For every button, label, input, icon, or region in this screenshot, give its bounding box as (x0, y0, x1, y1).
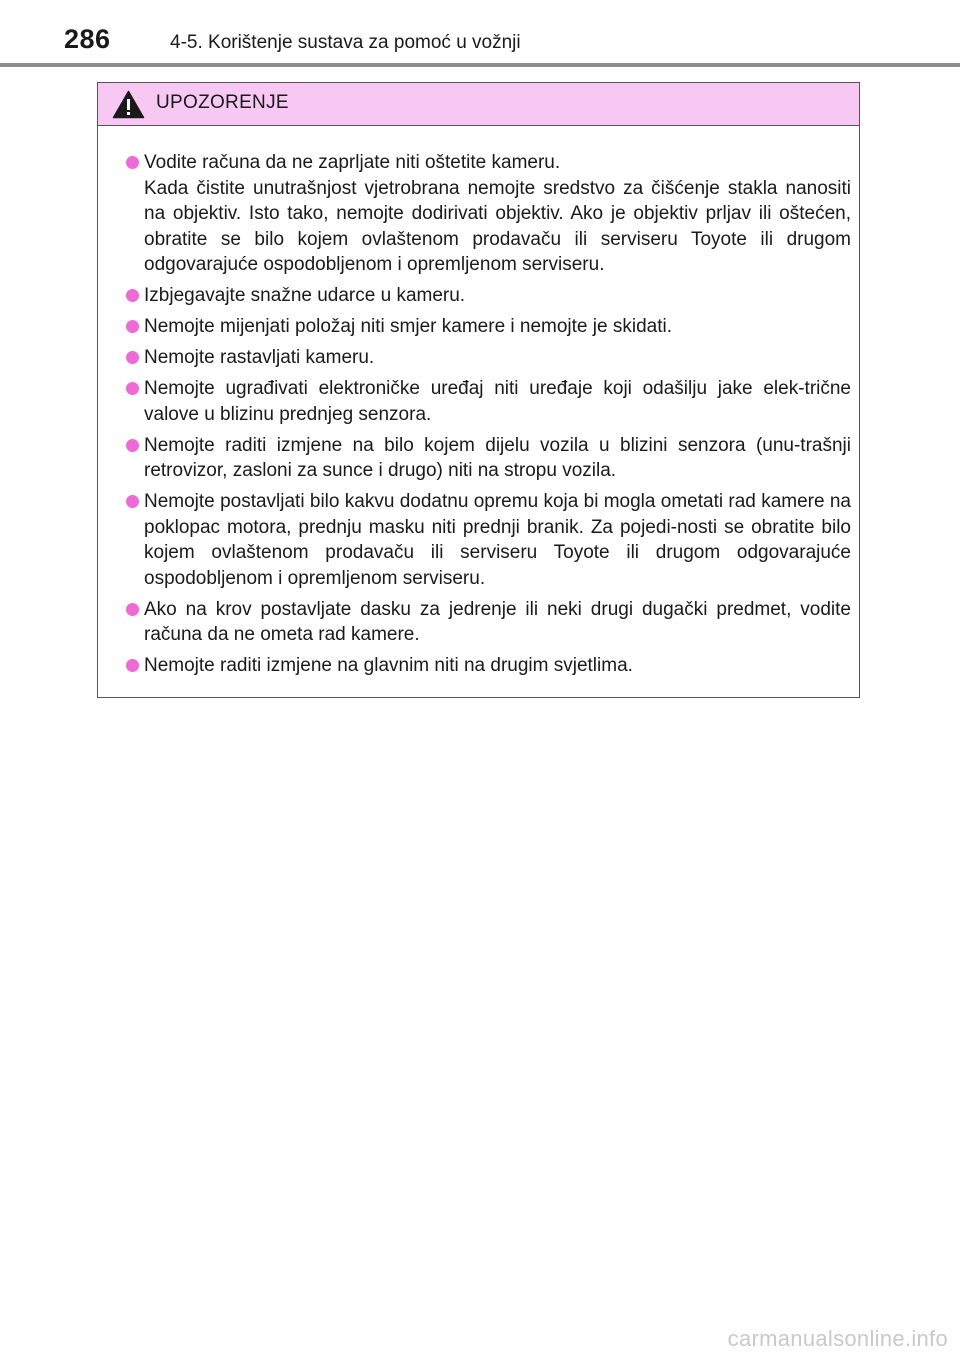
bullet-icon (126, 495, 139, 508)
bullet-icon (126, 289, 139, 302)
bullet-icon (126, 659, 139, 672)
running-header: 4-5. Korištenje sustava za pomoć u vožnji (170, 32, 521, 53)
bullet-icon (126, 156, 139, 169)
warning-item-text: Nemojte rastavljati kameru. (144, 347, 375, 368)
warning-item-text: Vodite računa da ne zaprljate niti oštetite kameru. (144, 152, 561, 173)
warning-item-text: Kada čistite unutrašnjost vjetrobrana nemojte sredstvo za čišćenje stakla nanositi na objektiv. Isto tako, nemojte dodirivati objektiv. Ako je objektiv prljav ili oštećen, obratite se bilo kojem ovlaštenom prodavaču ili serviseru Toyote ili drugom odgovarajuće ospodobljenom i opremljenom serviseru. (144, 177, 851, 275)
warning-header (98, 83, 859, 126)
warning-item (108, 653, 851, 679)
bullet-icon (126, 439, 139, 452)
warning-triangle-icon (112, 90, 145, 119)
warning-item-text: Nemojte raditi izmjene na bilo kojem dijelu vozila u blizini senzora (unu-trašnji retrovizor, zasloni za sunce i drugo) niti na stropu vozila. (144, 434, 851, 481)
warning-item (108, 150, 851, 278)
warning-item-text: Nemojte postavljati bilo kakvu dodatnu opremu koja bi mogla ometati rad kamere na poklopac motora, prednju masku niti prednji branik. Za pojedi-nosti se obratite bilo kojem ovlaštenom prodavaču ili serviseru Toyote ili drugom odgovarajuće ospodobljenom i opremljenom serviseru. (144, 491, 851, 589)
bullet-icon (126, 320, 139, 333)
warning-item-text: Izbjegavajte snažne udarce u kameru. (144, 285, 466, 306)
header-rule (0, 63, 960, 67)
bullet-icon (126, 351, 139, 364)
bullet-icon (126, 603, 139, 616)
warning-item-text: Nemojte raditi izmjene na glavnim niti na drugim svjetlima. (144, 655, 633, 676)
warning-item (108, 314, 851, 340)
warning-item (108, 489, 851, 591)
warning-box (97, 82, 860, 698)
page-number: 286 (64, 24, 111, 54)
warning-item (108, 376, 851, 427)
bullet-icon (126, 382, 139, 395)
warning-item (108, 283, 851, 309)
warning-item-text: Nemojte mijenjati položaj niti smjer kamere i nemojte je skidati. (144, 316, 672, 337)
warning-item (108, 433, 851, 484)
warning-item-text: Ako na krov postavljate dasku za jedrenje ili neki drugi dugački predmet, vodite računa da ne ometa rad kamere. (144, 598, 851, 645)
warning-item (108, 345, 851, 371)
warning-item-text: Nemojte ugrađivati elektroničke uređaj niti uređaje koji odašilju jake elek-trične valove u blizinu prednjeg senzora. (144, 378, 851, 425)
warning-title: UPOZORENJE (156, 92, 289, 113)
warning-list (98, 126, 859, 679)
footer-watermark: carmanualsonline.info (727, 1326, 948, 1351)
warning-item (108, 597, 851, 648)
